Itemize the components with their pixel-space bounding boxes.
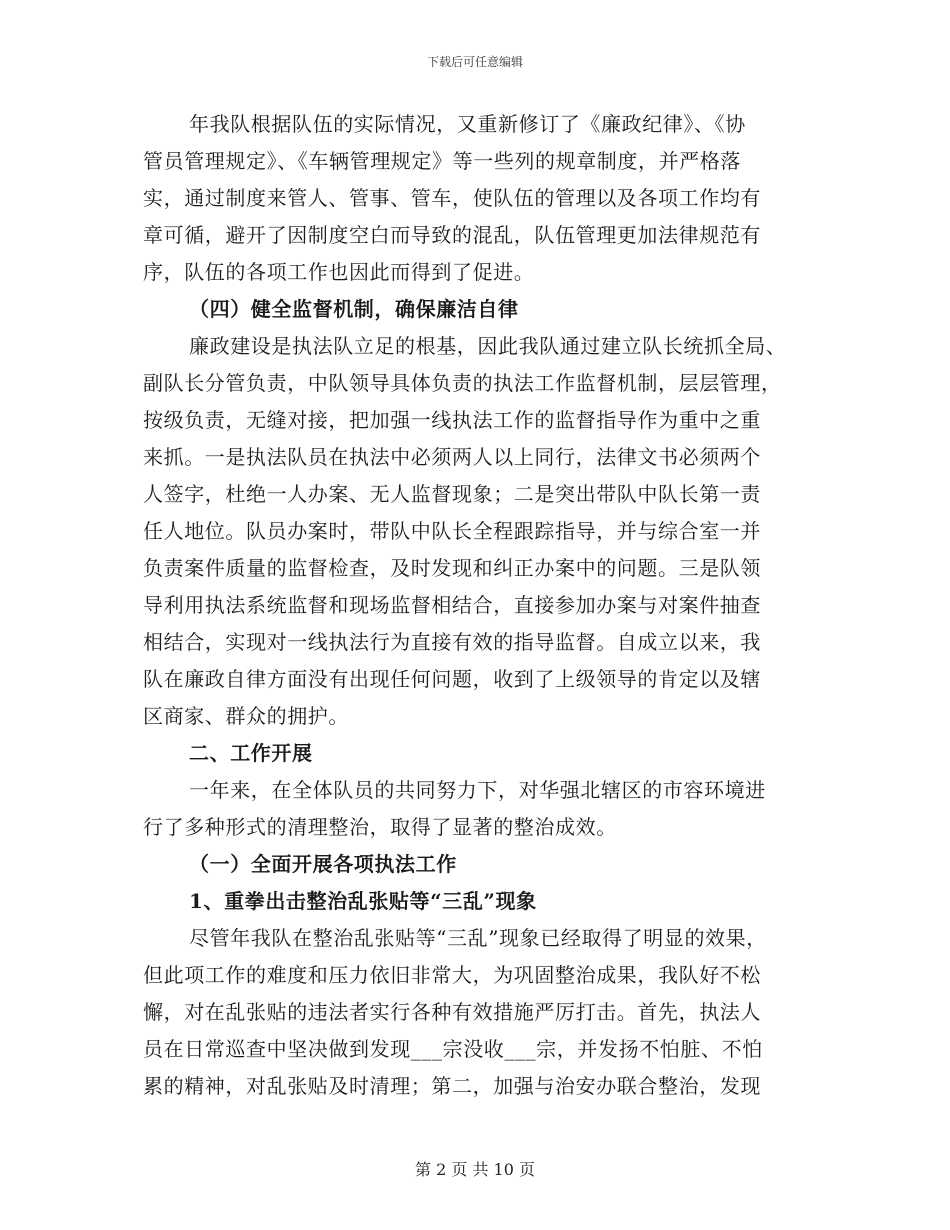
paragraph-line: 一年来，在全体队员的共同努力下，对华强北辖区的市容环境进 [189,778,766,802]
paragraph-line: 管员管理规定》、《车辆管理规定》等一些列的规章制度，并严格落 [143,149,741,173]
section-heading: （一）全面开展各项执法工作 [189,852,457,876]
paragraph-line: 人签字，杜绝一人办案、无人监督现象；二是突出带队中队长第一责 [143,482,761,506]
paragraph-line: 懈，对在乱张贴的违法者实行各种有效措施严厉打击。首先，执法人 [143,1000,761,1024]
paragraph-line: 员在日常巡查中坚决做到发现___宗没收___宗，并发扬不怕脏、不怕 [143,1037,763,1061]
section-heading: （四）健全监督机制，确保廉洁自律 [189,297,519,321]
document-body [143,106,803,1105]
paragraph-line: 年我队根据队伍的实际情况，又重新修订了《廉政纪律》、《协 [189,112,746,136]
paragraph-line: 累的精神，对乱张贴及时清理；第二，加强与治安办联合整治，发现 [143,1074,761,1098]
paragraph-line: 廉政建设是执法队立足的根基，因此我队通过建立队长统抓全局、 [189,334,787,358]
paragraph-line: 区商家、群众的拥护。 [143,704,349,728]
paragraph-line: 实，通过制度来管人、管事、管车，使队伍的管理以及各项工作均有 [143,186,761,210]
paragraph-line: 尽管年我队在整治乱张贴等“三乱”现象已经取得了明显的效果， [189,926,767,950]
paragraph-line: 导利用执法系统监督和现场监督相结合，直接参加办案与对案件抽查 [143,593,761,617]
section-heading: 二、工作开展 [189,741,313,765]
paragraph-line: 章可循，避开了因制度空白而导致的混乱，队伍管理更加法律规范有 [143,223,761,247]
paragraph-line: 队在廉政自律方面没有出现任何问题，收到了上级领导的肯定以及辖 [143,667,761,691]
paragraph-line: 按级负责，无缝对接，把加强一线执法工作的监督指导作为重中之重 [143,408,761,432]
header-note: 下载后可任意编辑 [426,55,523,69]
paragraph-line: 副队长分管负责，中队领导具体负责的执法工作监督机制，层层管理， [143,371,782,395]
paragraph-line: 序，队伍的各项工作也因此而得到了促进。 [143,260,535,284]
paragraph-line: 相结合，实现对一线执法行为直接有效的指导监督。自成立以来，我 [143,630,761,654]
paragraph-line: 来抓。一是执法队员在执法中必须两人以上同行，法律文书必须两个 [143,445,761,469]
paragraph-line: 行了多种形式的清理整治，取得了显著的整治成效。 [143,815,617,839]
paragraph-line: 但此项工作的难度和压力依旧非常大，为巩固整治成果，我队好不松 [143,963,761,987]
paragraph-line: 负责案件质量的监督检查，及时发现和纠正办案中的问题。三是队领 [143,556,761,580]
page-number: 第 2 页 共 10 页 [415,1160,535,1179]
section-heading: 1、重拳出击整治乱张贴等“三乱”现象 [189,889,537,913]
paragraph-line: 任人地位。队员办案时，带队中队长全程跟踪指导，并与综合室一并 [143,519,761,543]
